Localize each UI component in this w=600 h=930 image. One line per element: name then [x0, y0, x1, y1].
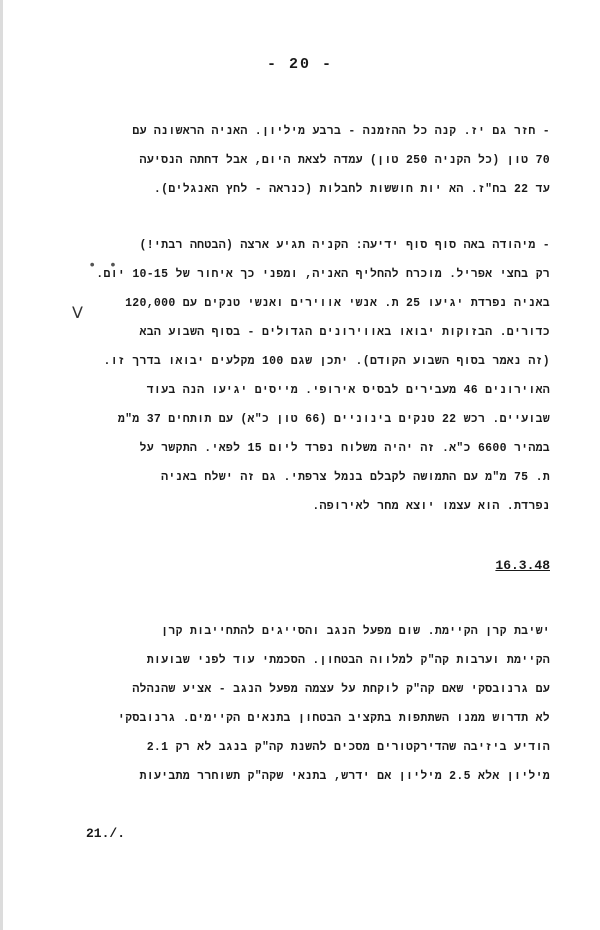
paragraph3-line: מיליון אלא 2.5 מיליון אם ידרש, בתנאי שקה"ק תשוחרר מתביעות: [139, 770, 550, 783]
paragraph2-line: נפרדת. הוא עצמו יוצא מחר לאירופה.: [312, 500, 550, 513]
page-number: - 20 -: [266, 56, 333, 73]
paragraph2-line: (זה נאמר בסוף השבוע הקודם). יתכן שגם 100 מקלעים יבואו בדרך זו.: [103, 355, 550, 368]
paragraph1-line: - חזר גם יז. קנה כל ההזמנה - ברבע מיליון. האניה הראשונה עם: [132, 125, 550, 138]
paragraph2-line: רק בחצי אפריל. מוכרח להחליף האניה, ומפני כך איחור של 10-15 יום.: [96, 268, 550, 281]
paragraph3-line: עם גרנובסקי שאם קה"ק לוקחת על עצמה מפעל הנגב - אציע שהנהלה: [132, 683, 550, 696]
paragraph3-line: ישיבת קרן הקיימת. שום מפעל הנגב והסייגים להתחייבות קרן: [161, 625, 550, 638]
margin-dots: • •: [88, 258, 120, 274]
paragraph2-line: שבועיים. רכש 22 טנקים בינוניים (66 טון כ"א) עם תותחים 37 מ"מ: [117, 413, 550, 426]
paragraph2-line: - מיהודה באה סוף סוף ידיעה: הקניה תגיע ארצה (הבטחה רבתי!): [139, 239, 550, 252]
paragraph2-line: כדורים. הבזוקות יבואו באווירונים הגדולים - בסוף השבוע הבא: [139, 326, 550, 339]
paragraph2-line: באניה נפרדת יגיעו 25 ת. אנשי אווירים ואנשי טנקים עם 120,000: [125, 297, 550, 310]
paragraph2-line: האוירונים 46 מעבירים לבסיס אירופי. מייסים יגיעו הנה בעוד: [146, 384, 550, 397]
paragraph1-line: 70 טון (כל הקניה 250 טון) עמדה לצאת היום, אבל דחתה הנסיעה: [139, 154, 550, 167]
paragraph2-line: במהיר 6600 כ"א. זה יהיה משלוח נפרד ליום 15 לפאי. התקשר על: [139, 442, 550, 455]
footer-continuation: 21./.: [86, 826, 126, 841]
scan-edge-line: [0, 0, 3, 930]
paragraph3-line: הודיע ביזיבה שהדירקטורים מסכים להשנת קה"ק בנגב לא רק 2.1: [146, 741, 550, 754]
margin-check-mark: V: [72, 303, 83, 322]
paragraph3-line: הקיימת וערבות קה"ק למלווה הבטחון. הסכמתי עוד לפני שבועות: [146, 654, 550, 667]
paragraph3-line: לא תדרוש ממנו השתתפות בתקציב הבטחון בתנאים הקיימים. גרנובסקי: [117, 712, 550, 725]
date-heading: 16.3.48: [495, 558, 550, 573]
paragraph2-line: ת. 75 מ"מ עם התמושה לקבלם בנמל צרפתי. גם זה ישלח באניה: [161, 471, 550, 484]
paragraph1-line: עד 22 בח"ז. הא יות חוששות לחבלות (כנראה - לחץ האנגלים).: [153, 183, 550, 196]
